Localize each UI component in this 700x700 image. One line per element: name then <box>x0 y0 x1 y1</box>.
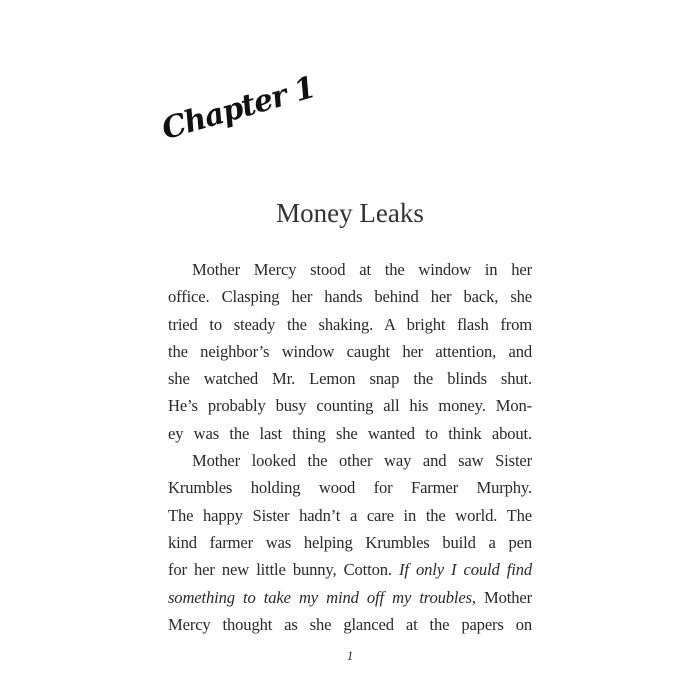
text-line: she watched Mr. Lemon snap the blinds shut. <box>168 369 532 389</box>
text-line: tried to steady the shaking. A bright flash from <box>168 314 532 334</box>
page-content <box>168 256 532 664</box>
text-line: Mother Mercy stood at the window in her <box>192 260 532 279</box>
italic-thought: something to take my mind off my troubles <box>168 587 472 607</box>
page-number: 1 <box>346 648 354 664</box>
text-line: He’s probably busy counting all his money. Mon- <box>168 396 532 416</box>
roman-text: for her new little bunny, Cotton. <box>168 560 399 580</box>
body-text <box>168 256 532 638</box>
roman-text: , Mother <box>471 587 533 607</box>
text-line: Krumbles holding wood for Farmer Murphy. <box>168 478 532 498</box>
text-line: Mother looked the other way and saw Sister <box>192 451 532 471</box>
text-line: the neighbor’s window caught her attention, and <box>168 341 532 361</box>
text-line: The happy Sister hadn’t a care in the world. The <box>168 505 532 525</box>
italic-thought: If only I could find <box>399 560 532 580</box>
chapter-heading: Chapter 1 <box>158 70 319 148</box>
text-line: kind farmer was helping Krumbles build a pen <box>168 532 532 552</box>
chapter-title: Money Leaks <box>276 198 424 228</box>
text-line <box>168 584 532 611</box>
text-line: office. Clasping her hands behind her back, she <box>168 287 532 307</box>
text-line: ey was the last thing she wanted to think about. <box>168 423 532 443</box>
text-line: Mercy thought as she glanced at the papers on <box>168 614 532 634</box>
text-line <box>168 556 532 583</box>
